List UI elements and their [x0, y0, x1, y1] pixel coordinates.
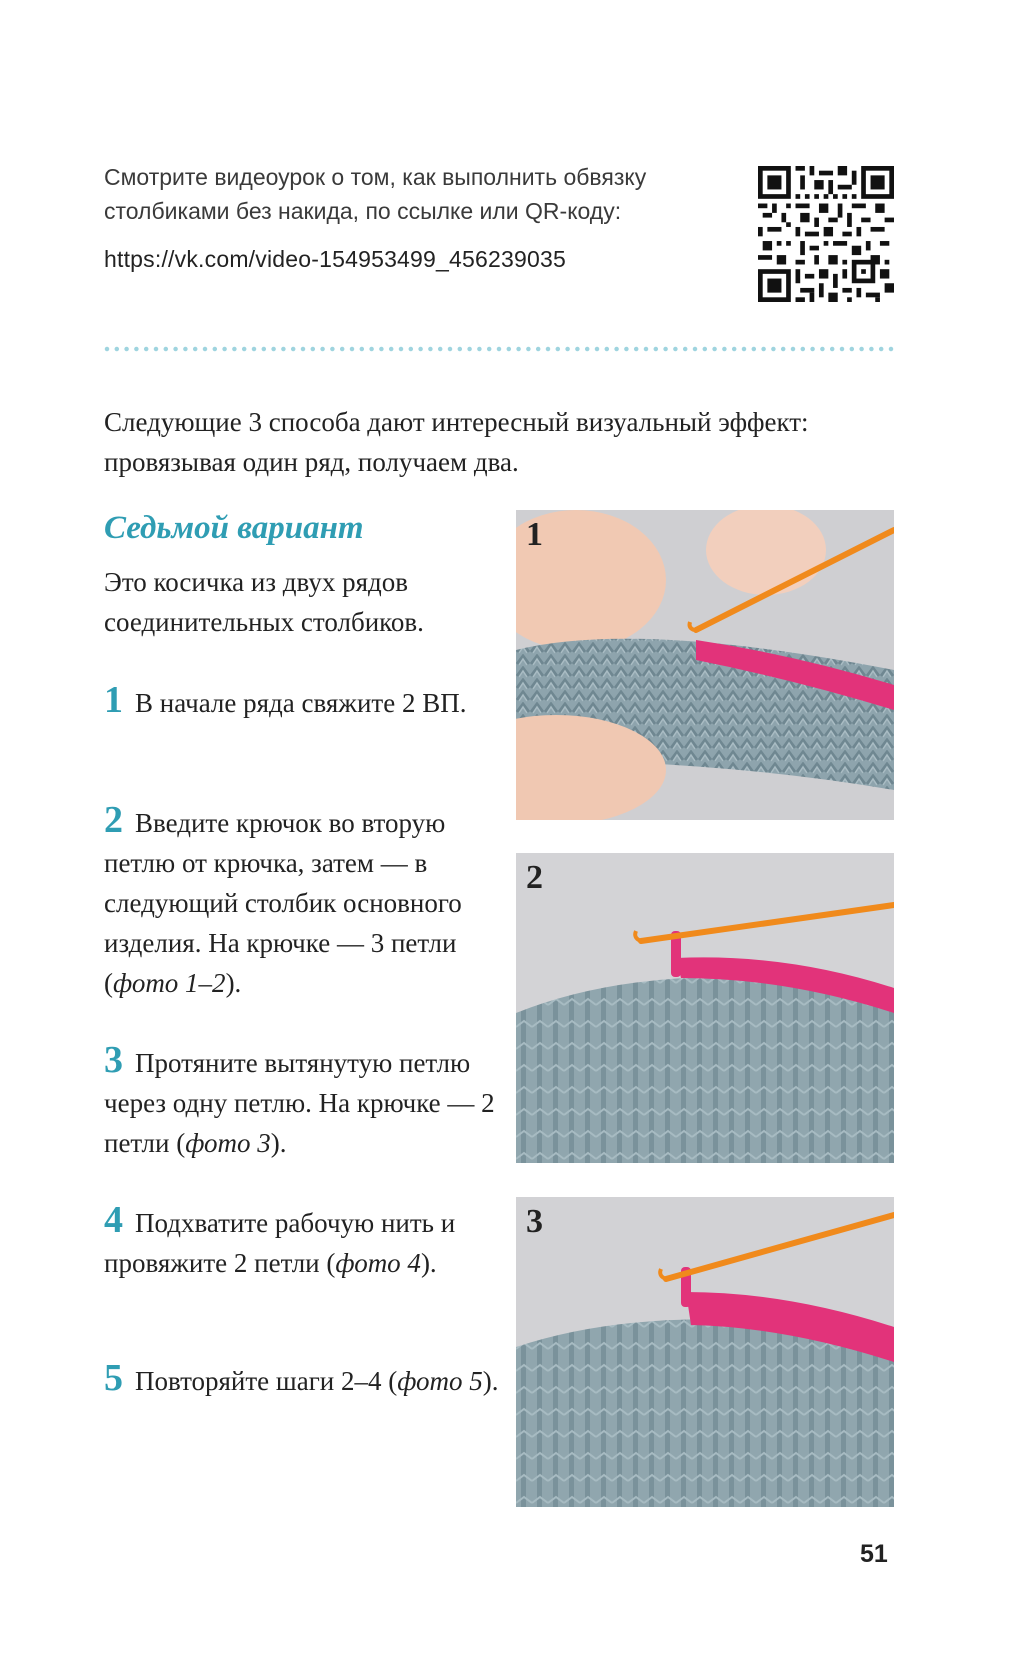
photo-reference: фото 1–2: [113, 968, 226, 998]
step-number: 1: [104, 679, 123, 721]
crochet-photo-image: [516, 853, 894, 1163]
section-title: Седьмой вариант: [104, 510, 364, 546]
qr-code-icon: [758, 166, 894, 302]
dotted-divider: [104, 346, 900, 352]
step-number: 3: [104, 1039, 123, 1081]
video-lesson-text: Смотрите видеоурок о том, как выполнить обвязку столбиками без накида, по ссылке или QR-коду:: [104, 164, 647, 224]
step-4: [104, 1200, 504, 1283]
step-number: 5: [104, 1357, 123, 1399]
step-text-tail: ).: [270, 1128, 287, 1158]
step-text-tail: ).: [420, 1248, 437, 1278]
crochet-photo-image: [516, 510, 894, 820]
step-5: [104, 1358, 504, 1401]
intro-paragraph: Следующие 3 способа дают интересный визуальный эффект: провязывая один ряд, получаем два.: [104, 407, 809, 477]
photo-number: 1: [526, 516, 543, 553]
step-text: Введите крючок во вторую петлю от крючка, затем — в следующий столбик основного изделия. На крючке — 3 петли (: [104, 808, 462, 998]
step-text-tail: ).: [482, 1366, 499, 1396]
section-lead: Это косичка из двух рядов соединительных столбиков.: [104, 567, 424, 637]
step-number: 2: [104, 799, 123, 841]
photo-reference: фото 5: [397, 1366, 483, 1396]
step-text: Подхватите рабочую нить и провяжите 2 петли (: [104, 1208, 456, 1278]
photo-reference: фото 3: [185, 1128, 271, 1158]
photo-1: [516, 510, 894, 820]
step-number: 4: [104, 1199, 123, 1241]
page-number: 51: [860, 1540, 888, 1568]
photo-number: 2: [526, 859, 543, 896]
photo-2: [516, 853, 894, 1163]
crochet-photo-image: [516, 1197, 894, 1507]
video-link[interactable]: https://vk.com/video-154953499_456239035: [104, 246, 566, 272]
photo-number: 3: [526, 1203, 543, 1240]
step-text: Протяните вытянутую петлю через одну петлю. На крючке — 2 петли (: [104, 1048, 495, 1158]
step-text: В начале ряда свяжите 2 ВП.: [135, 688, 467, 718]
step-text-tail: ).: [225, 968, 242, 998]
step-2: [104, 800, 504, 1003]
step-3: [104, 1040, 504, 1163]
photo-3: [516, 1197, 894, 1507]
photo-reference: фото 4: [335, 1248, 421, 1278]
qr-code[interactable]: [758, 166, 894, 302]
step-1: [104, 680, 504, 723]
step-text: Повторяйте шаги 2–4 (: [135, 1366, 398, 1396]
